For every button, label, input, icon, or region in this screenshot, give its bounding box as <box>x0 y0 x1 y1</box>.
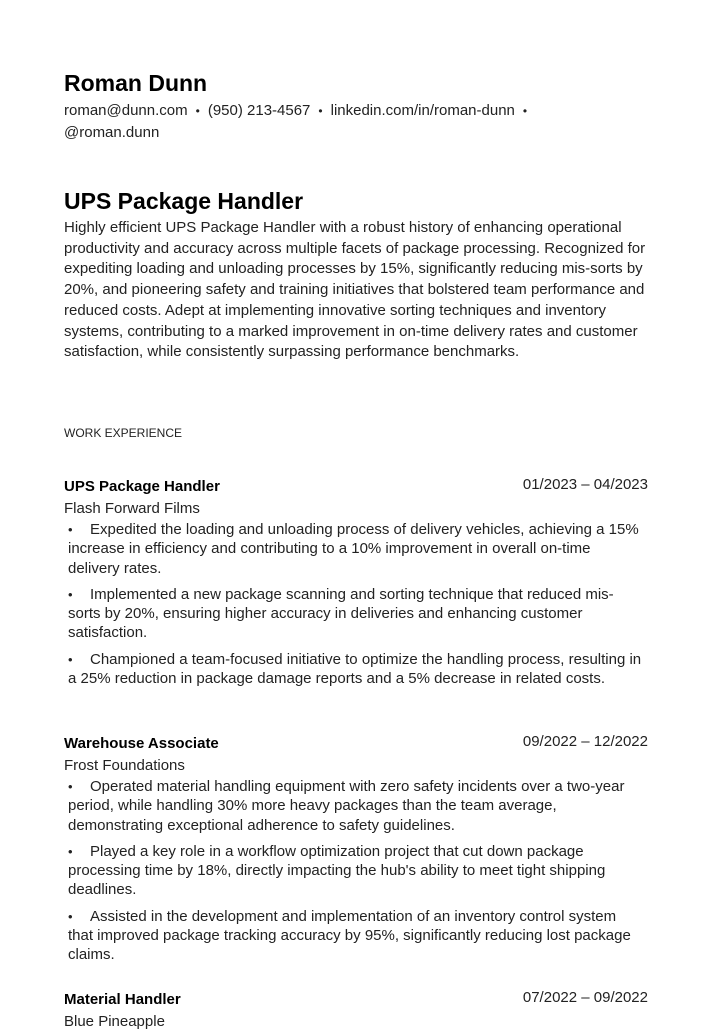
contact-separator: • <box>195 104 200 118</box>
job-company: Blue Pineapple <box>64 1013 165 1030</box>
job-entry <box>64 989 650 1032</box>
contact-linkedin[interactable]: linkedin.com/in/roman-dunn <box>330 102 515 119</box>
contact-email[interactable]: roman@dunn.com <box>64 102 188 119</box>
job-bullets <box>64 520 650 688</box>
contact-phone[interactable]: (950) 213-4567 <box>207 102 311 119</box>
job-dates: 09/2022 – 12/2022 <box>522 733 648 750</box>
contact-separator: • <box>522 104 528 118</box>
job-bullets <box>64 777 650 965</box>
bullet-text: Implemented a new package scanning and sorting technique that reduced mis-sorts by 20%, ensuring higher accuracy in deliveries and enhancing customer satisfaction. <box>68 585 614 642</box>
job-bullet <box>68 650 650 689</box>
contact-handle[interactable]: @roman.dunn <box>64 124 160 141</box>
job-title: UPS Package Handler <box>64 478 220 495</box>
bullet-icon: • <box>68 843 73 859</box>
job-bullet <box>68 520 650 578</box>
bullet-icon: • <box>68 586 73 602</box>
bullet-icon: • <box>68 908 73 924</box>
job-bullet <box>68 842 650 900</box>
job-entry <box>64 733 650 965</box>
job-company: Frost Foundations <box>64 757 185 774</box>
contact-line <box>64 100 604 143</box>
contact-separator: • <box>318 104 323 118</box>
bullet-icon: • <box>68 651 73 667</box>
job-company: Flash Forward Films <box>64 500 200 517</box>
job-title: Material Handler <box>64 991 181 1008</box>
bullet-text: Expedited the loading and unloading process of delivery vehicles, achieving a 15% increase in efficiency and contributing to a 10% improvement in overall on-time delivery rates. <box>68 521 639 577</box>
job-bullet <box>68 777 650 835</box>
bullet-icon: • <box>68 522 73 537</box>
candidate-name: Roman Dunn <box>64 70 208 96</box>
job-dates: 01/2023 – 04/2023 <box>522 476 648 493</box>
job-bullet <box>68 907 650 965</box>
job-bullet <box>68 585 650 643</box>
bullet-icon: • <box>68 779 73 794</box>
work-experience-heading: WORK EXPERIENCE <box>64 426 183 440</box>
profile-title: UPS Package Handler <box>64 188 304 214</box>
bullet-text: Championed a team-focused initiative to optimize the handling process, resulting in a 25% reduction in package damage reports and a 5% decrease in related costs. <box>68 650 642 688</box>
bullet-text: Played a key role in a workflow optimization project that cut down package processing time by 18%, directly impacting the hub's ability to meet tight shipping deadlines. <box>68 842 606 899</box>
bullet-text: Assisted in the development and implementation of an inventory control system that improved package tracking accuracy by 95%, significantly reducing lost package claims. <box>68 907 631 964</box>
profile-summary: Highly efficient UPS Package Handler with a robust history of enhancing operational productivity and accuracy across multiple facets of package processing. Recognized for expediting loading and unloading processes by 15%, significantly reducing mis-sorts by 20%, and pioneering safety and training initiatives that bolstered team performance and reduced costs. Adept at implementing innovative sorting techniques and inventory systems, contributing to a marked improvement in on-time delivery rates and customer satisfaction, while consistently surpassing performance benchmarks. <box>64 219 646 361</box>
job-entry <box>64 476 650 688</box>
job-title: Warehouse Associate <box>64 735 219 752</box>
bullet-text: Operated material handling equipment with zero safety incidents over a two-year period, while handling 30% more heavy packages than the team average, demonstrating exceptional adherence to safety guidelines. <box>68 778 625 834</box>
job-dates: 07/2022 – 09/2022 <box>522 989 648 1006</box>
